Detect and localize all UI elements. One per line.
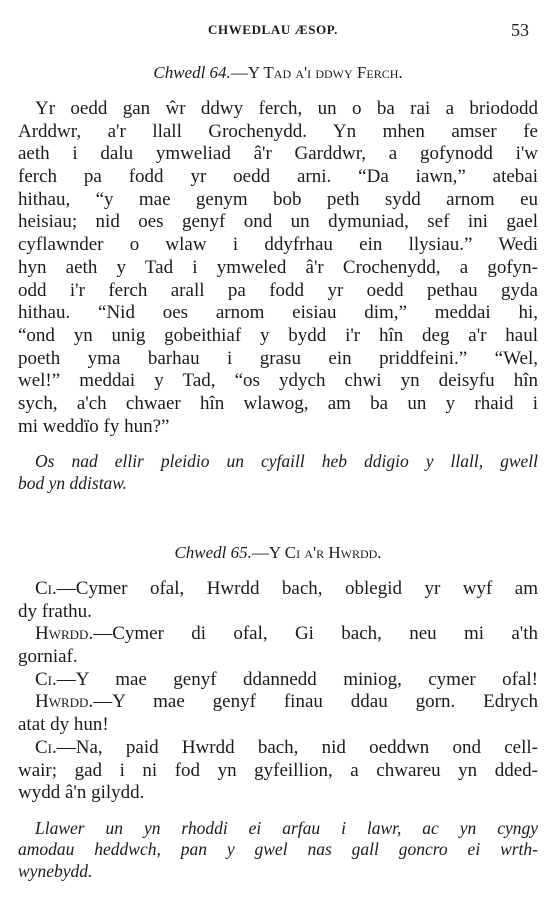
moral-line: Os nad ellir pleidio un cyfaill heb ddigio y llall, gwell <box>35 451 538 472</box>
dialogue-line <box>18 782 538 805</box>
moral-line: amodau heddwch, pan y gwel nas gall goncro ei wrth- <box>18 839 538 860</box>
text-line: wel!” meddai y Tad, “os ydych chwi yn deisyfu hîn <box>18 370 538 392</box>
fable-64-moral <box>18 451 538 494</box>
dialogue-text: dy frathu. <box>18 600 92 622</box>
text-line: hithau, “y mae genym bob peth sydd arnom eu <box>18 188 538 210</box>
dialogue-text: atat dy hun! <box>18 714 109 736</box>
text-line: heisiau; nid oes genyf ond un dymuniad, sef ini gael <box>18 211 538 233</box>
running-head-title: CHWEDLAU ÆSOP. <box>208 22 338 37</box>
moral-line: bod yn ddistaw. <box>18 472 128 493</box>
dialogue-text: gorniaf. <box>18 646 78 668</box>
fable-64-title <box>18 62 538 84</box>
speaker-label: Ci. <box>35 736 57 758</box>
dialogue-line <box>18 691 538 714</box>
text-line: aeth i dalu ymweliad â'r Garddwr, a gofynodd i'w <box>18 143 538 165</box>
dialogue-line <box>18 714 538 737</box>
text-line: hyn aeth y Tad i ymweled â'r Crochenydd, a gofyn- <box>18 256 538 278</box>
dialogue-line <box>18 646 538 669</box>
fable-64-number: Chwedl 64. <box>153 63 231 82</box>
text-line: Yr oedd gan ŵr ddwy ferch, un o ba rai a briododd <box>35 98 538 119</box>
speaker-label: Hwrdd. <box>35 623 94 645</box>
text-line: odd i'r ferch arall pa fodd yr oedd pethau gyda <box>18 279 538 301</box>
dialogue-text: —Cymer di ofal, Gi bach, neu mi a'th <box>93 623 538 645</box>
text-line: poeth yma barhau i grasu ein priddfeini.” “Wel, <box>18 347 538 369</box>
fable-65-title <box>18 542 538 564</box>
moral-line: Llawer un yn rhoddi ei arfau i lawr, ac yn cyngy <box>35 817 538 838</box>
text-line: ferch pa fodd yr oedd arni. “Da iawn,” atebai <box>18 166 538 188</box>
fable-64 <box>18 62 538 494</box>
fable-65-number: Chwedl 65. <box>174 543 252 562</box>
dialogue-line <box>18 669 538 692</box>
dialogue-line <box>18 737 538 760</box>
dialogue-line <box>18 601 538 624</box>
dialogue-text: wydd â'n gilydd. <box>18 782 145 804</box>
text-line: mi weddïo fy hun?” <box>18 415 170 437</box>
dialogue-text: —Y mae genyf ddannedd miniog, cymer ofal! <box>56 668 538 690</box>
speaker-label: Ci. <box>35 668 57 690</box>
dialogue-text: —Y mae genyf finau ddau gorn. Edrych <box>93 691 538 713</box>
running-head <box>0 20 555 44</box>
fable-65-dialogue <box>18 578 538 805</box>
dialogue-text: wair; gad i ni fod yn gyfeillion, a chwareu yn dded- <box>18 759 538 781</box>
fable-65-heading: —Y Ci a'r Hwrdd. <box>251 543 382 562</box>
text-line: Arddwr, a'r llall Grochenydd. Yn mhen amser fe <box>18 120 538 142</box>
text-line: hithau. “Nid oes arnom eisiau dim,” meddai hi, <box>18 302 538 324</box>
dialogue-text: —Na, paid Hwrdd bach, nid oeddwn ond cell- <box>56 736 538 758</box>
page-number: 53 <box>511 20 529 40</box>
fable-64-heading: —Y Tad a'i ddwy Ferch. <box>230 63 403 82</box>
dialogue-line <box>18 760 538 783</box>
fable-64-text <box>18 98 538 438</box>
text-line: sych, a'ch chwaer hîn wlawog, am ba un y rhaid i <box>18 392 538 414</box>
fable-65 <box>18 542 538 882</box>
dialogue-line <box>18 578 538 601</box>
moral-line: wynebydd. <box>18 860 93 881</box>
speaker-label: Hwrdd. <box>35 691 94 713</box>
dialogue-text: —Cymer ofal, Hwrdd bach, oblegid yr wyf am <box>56 578 538 599</box>
text-line: “ond yn unig gobeithiaf y bydd i'r hîn deg a'r haul <box>18 324 538 346</box>
text-line: cyflawnder o wlaw i ddyfrhau ein llysiau.” Wedi <box>18 234 538 256</box>
fable-65-moral <box>18 818 538 883</box>
speaker-label: Ci. <box>35 578 57 599</box>
dialogue-line <box>18 623 538 646</box>
